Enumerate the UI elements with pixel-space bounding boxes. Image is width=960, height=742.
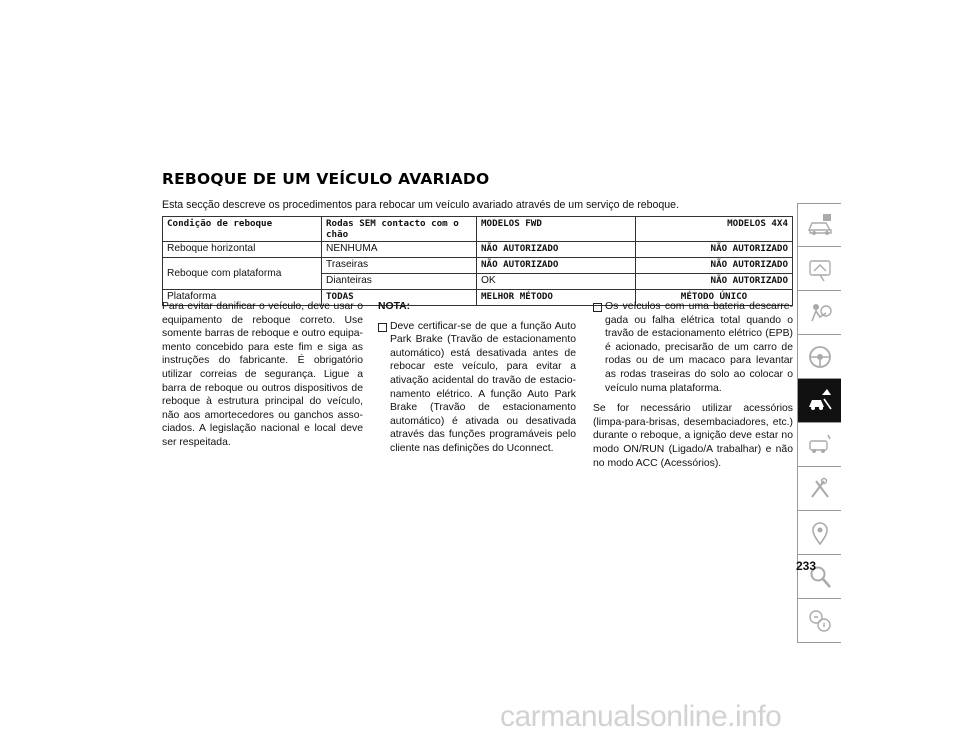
tab-safety[interactable] [797,291,841,335]
car-service-icon [806,431,834,459]
bullet-text: Os veículos com uma bateria descarregada ou falha elétrica total quando o travão de estacionamento elétrico (EPB) é acionado, precisarão de um carro de rodas ou de um macaco para levantar as rodas traseiras do solo ao colocar o veículo numa plataforma. [605,301,793,394]
column-3 [593,300,793,470]
watermark: carmanualsonline.info [500,700,782,733]
chapter-tabs [797,203,841,643]
cell-fwd: NÃO AUTORIZADO [477,258,636,274]
table-row [163,258,793,274]
tab-driving[interactable] [797,335,841,379]
tab-car-info[interactable] [797,203,841,247]
column-2 [378,300,576,456]
tab-languages[interactable] [797,599,841,643]
cell-4x4: NÃO AUTORIZADO [636,274,793,290]
body-paragraph: Para evitar danificar o veículo, deve usar o equipamento de reboque correto. Use somente barras de reboque e outro equipamento concebido para este fim e siga as instruções do fabricante. É obrigatório utilizar correias de segurança. Ligue a barra de reboque ou outros dispositivos de reboque à estrutura principal do veículo, não aos amortecedores ou ganchos associados. A legislação nacional e local deve ser respeitada. [162,301,363,448]
cell-fwd: OK [477,274,636,290]
cell-wheels: TODAS [322,290,477,306]
tab-technical[interactable] [797,467,841,511]
table-header-row [163,217,793,242]
cell-condition: Plataforma [163,290,322,306]
cell-4x4: MÉTODO ÚNICO [636,290,793,306]
tab-emergency[interactable] [797,379,841,423]
header-4x4: MODELOS 4X4 [636,217,793,242]
note-bullet [378,320,576,456]
checkbox-bullet-icon [378,323,387,332]
multilanguage-icon [806,607,834,635]
cell-wheels: Dianteiras [322,274,477,290]
page-number: 233 [796,559,817,573]
body-paragraph: Se for necessário utilizar acessórios (limpa-para-brisas, desembaciadores, etc.) durante o reboque, a ignição deve estar no modo ON/RUN (Ligado/A trabalhar) e não no modo ACC (Acessórios). [593,403,793,469]
safety-airbag-icon [806,299,834,327]
cell-wheels: Traseiras [322,258,477,274]
note-label: NOTA: [378,301,411,312]
note-bullet [593,300,793,395]
header-wheels: Rodas SEM contacto com o chão [322,217,477,242]
car-info-icon [806,211,834,239]
cell-condition: Reboque com plataforma [163,258,322,290]
steering-wheel-icon [806,343,834,371]
tools-icon [806,475,834,503]
cell-4x4: NÃO AUTORIZADO [636,258,793,274]
cell-4x4: NÃO AUTORIZADO [636,242,793,258]
cell-wheels: NENHUMA [322,242,477,258]
column-1 [162,300,363,450]
table-row [163,242,793,258]
page-title: REBOQUE DE UM VEÍCULO AVARIADO [162,170,490,188]
cell-fwd: MELHOR MÉTODO [477,290,636,306]
intro-text: Esta secção descreve os procedimentos para rebocar um veículo avariado através de um serviço de reboque. [162,199,680,211]
cell-fwd: NÃO AUTORIZADO [477,242,636,258]
checkbox-bullet-icon [593,303,602,312]
tow-truck-icon [806,387,834,415]
tab-service[interactable] [797,423,841,467]
map-pin-icon [806,519,834,547]
tab-multimedia[interactable] [797,511,841,555]
dashboard-lights-icon [806,255,834,283]
towing-table [162,216,793,306]
header-condition: Condição de reboque [163,217,322,242]
tab-dashboard-lights[interactable] [797,247,841,291]
bullet-text: Deve certificar-se de que a função Auto Park Brake (Travão de estacionamento automático) está desativada antes de rebocar este veículo, para evitar a ativação acidental do travão de estacionamento elétrico. A função Auto Park Brake (Travão de estacionamento automático) é ativada ou desativada através das funções programáveis pelo cliente nas definições do Uconnect. [390,320,576,454]
cell-condition: Reboque horizontal [163,242,322,258]
header-fwd: MODELOS FWD [477,217,636,242]
